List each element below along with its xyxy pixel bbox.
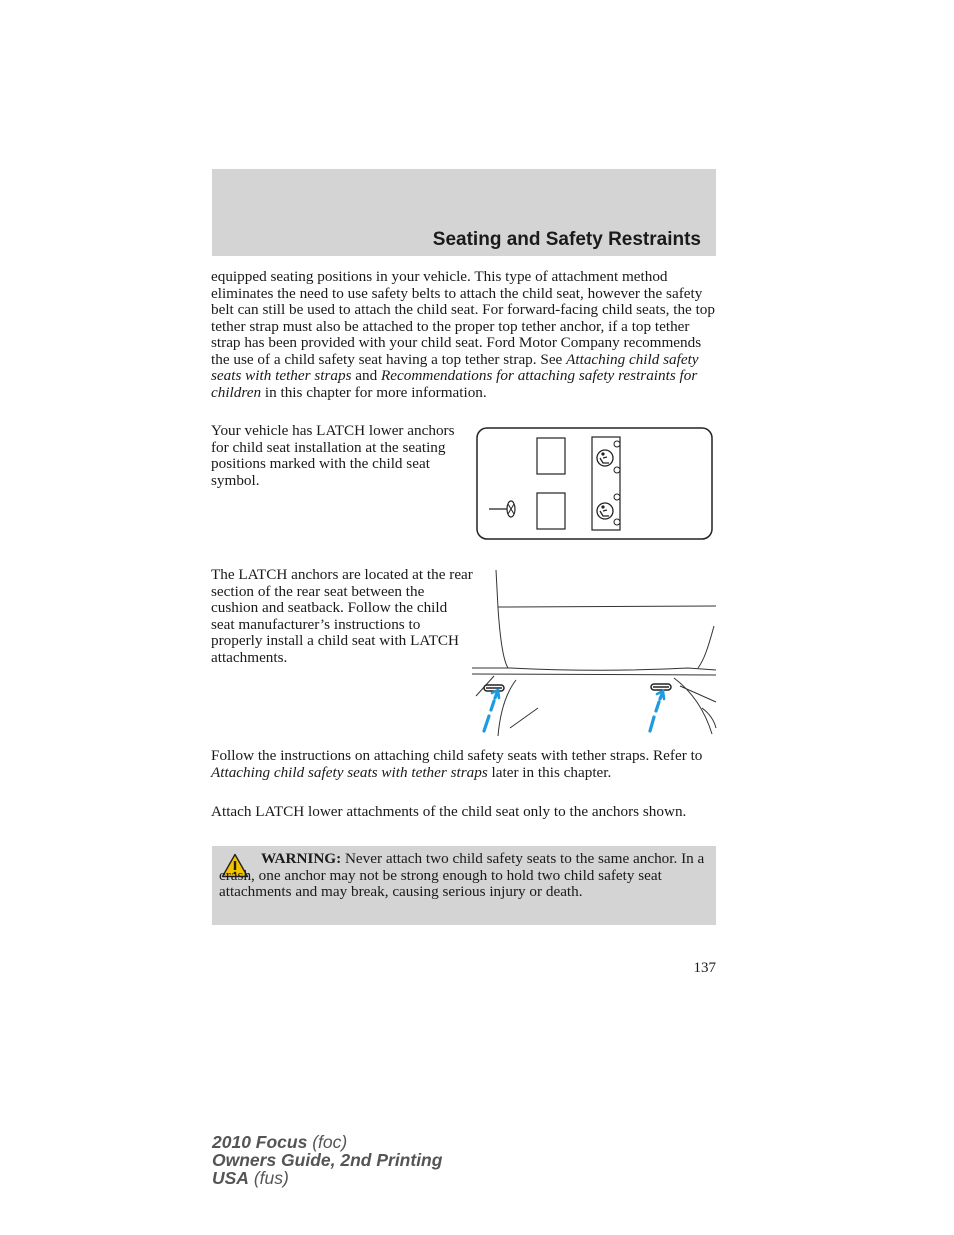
paragraph-text: later in this chapter. (487, 763, 612, 781)
paragraph-text: and (351, 367, 382, 384)
paragraph-tether-instructions (211, 748, 721, 781)
document-footer (212, 1133, 442, 1187)
paragraph-text: in this chapter for more information. (261, 383, 487, 401)
arrow-right-icon (650, 694, 662, 731)
paragraph-latch-positions: Your vehicle has LATCH lower anchors for child seat installation at the seating positions marked with the child seat symbol. (211, 422, 455, 489)
paragraph-latch-location: The LATCH anchors are located at the rear section of the rear seat between the cushion and seatback. Follow the child seat manufacturer’s instructions to properly install a child seat with LATCH attachments. (211, 566, 473, 666)
warning-text (219, 851, 713, 901)
reference-tether-straps: Attaching child safety seats with tether straps (211, 350, 699, 384)
child-seat-symbol-icon (597, 450, 613, 466)
page-number: 137 (693, 960, 716, 976)
paragraph-attach-anchors: Attach LATCH lower attachments of the child seat only to the anchors shown. (211, 803, 687, 820)
latch-anchor-marker (614, 494, 620, 500)
front-seat-right (537, 493, 565, 529)
latch-anchor-marker (614, 519, 620, 525)
section-header (212, 169, 716, 256)
paragraph-text: equipped seating positions in your vehicle. This type of attachment method eliminates the need to use safety belts to attach the child seat, however the safety belt can still be used to attach the child seat. For forward-facing child seats, the top tether strap must also be attached to the proper top tether anchor, if a top tether strap has been provided with your child seat. Ford Motor Company recommends the use of a child safety seat having a top tether strap. See (211, 268, 715, 368)
paragraph-text: Follow the instructions on attaching child safety seats with tether straps. Refer to (211, 747, 703, 764)
latch-anchor-marker (614, 441, 620, 447)
footer-model-code: (foc) (307, 1132, 348, 1152)
latch-anchor-marker (614, 467, 620, 473)
paragraph-latch-intro (211, 269, 716, 401)
warning-label: WARNING: (261, 850, 342, 867)
latch-anchor-right (651, 684, 671, 690)
footer-region-code: (fus) (248, 1168, 289, 1188)
arrow-left-icon (484, 693, 497, 731)
footer-model: 2010 Focus (212, 1132, 308, 1152)
footer-region: USA (212, 1168, 249, 1188)
latch-anchor-illustration (470, 568, 718, 736)
warning-box (212, 846, 716, 925)
footer-guide: Owners Guide, 2nd Printing (212, 1150, 443, 1170)
reference-tether-straps: Attaching child safety seats with tether straps (211, 763, 488, 781)
reference-recommendations: Recommendations for attaching safety restraints for children (211, 367, 698, 401)
latch-anchor-left (484, 685, 504, 691)
front-seat-left (537, 438, 565, 474)
section-title: Seating and Safety Restraints (432, 229, 701, 250)
child-seat-symbol-icon (597, 503, 613, 519)
seating-diagram-figure (476, 427, 714, 541)
warning-body: Never attach two child safety seats to the same anchor. In a crash, one anchor may not be strong enough to hold two child safety seat attachments and may break, causing serious injury or death. (219, 850, 705, 900)
